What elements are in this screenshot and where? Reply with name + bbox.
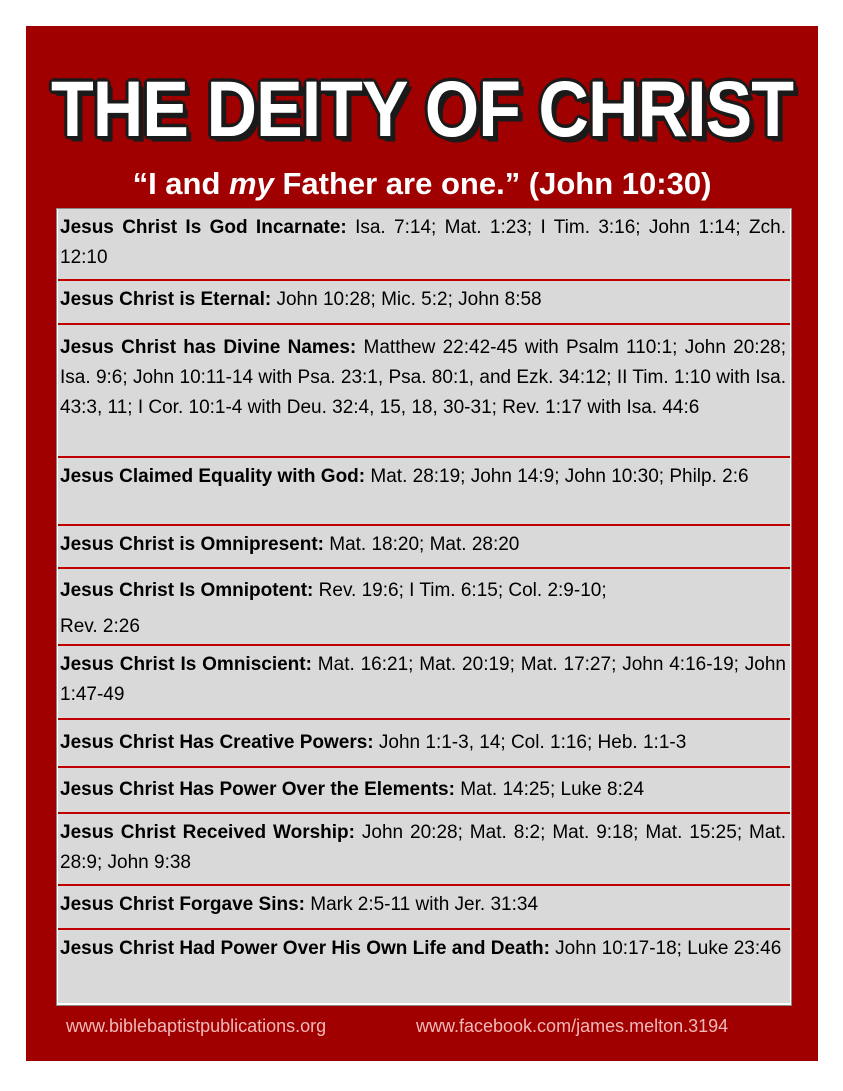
row-heading: Jesus Christ Had Power Over His Own Life and Death: xyxy=(60,938,550,959)
footer-website-link[interactable]: www.biblebaptistpublications.org xyxy=(66,1016,327,1036)
row-references-continued: Rev. 2:26 xyxy=(60,616,140,637)
row-references: Isa. 7:14; Mat. 1:23; I Tim. 3:16; John 1:14; Zch. 12:10 xyxy=(60,217,786,268)
subtitle-quote-end: Father are one.” (John 10:30) xyxy=(273,166,712,201)
row-references: Mat. 18:20; Mat. 28:20 xyxy=(323,534,520,555)
row-heading: Jesus Christ is Omnipresent: xyxy=(60,534,324,555)
poster-subtitle xyxy=(26,166,818,202)
row-omniscient xyxy=(58,646,790,720)
row-references: Rev. 19:6; I Tim. 6:15; Col. 2:9-10; xyxy=(313,580,607,601)
row-heading: Jesus Christ is Eternal: xyxy=(60,289,272,310)
verse-table xyxy=(56,208,792,1006)
row-heading: Jesus Christ Is Omnipotent: xyxy=(60,580,314,601)
row-references: John 10:17-18; Luke 23:46 xyxy=(549,938,782,959)
row-references: Mat. 28:19; John 14:9; John 10:30; Philp. 2:6 xyxy=(365,466,749,487)
footer-facebook-link[interactable]: www.facebook.com/james.melton.3194 xyxy=(416,1016,729,1036)
row-heading: Jesus Christ Received Worship: xyxy=(60,822,355,843)
row-forgave-sins xyxy=(58,886,790,930)
row-heading: Jesus Claimed Equality with God: xyxy=(60,466,366,487)
row-creative-powers xyxy=(58,720,790,768)
row-heading: Jesus Christ Has Power Over the Elements: xyxy=(60,779,455,800)
poster-panel xyxy=(26,26,818,1061)
row-eternal xyxy=(58,281,790,325)
row-references: Mat. 14:25; Luke 8:24 xyxy=(454,779,645,800)
row-references: Matthew 22:42-45 with Psalm 110:1; John 20:28; Isa. 9:6; John 10:11-14 with Psa. 23:1, Psa. 80:1, and Ezk. 34:12; II Tim. 1:10 with Isa. 43:3, 11; I Cor. 10:1-4 with Deu. 32:4, 15, 18, 30-31; Rev. 1:17 with Isa. 44:6 xyxy=(60,337,786,418)
row-omnipresent xyxy=(58,526,790,569)
subtitle-italic-word: my xyxy=(229,166,274,201)
row-references: Mark 2:5-11 with Jer. 31:34 xyxy=(304,894,539,915)
row-worship xyxy=(58,814,790,886)
row-references: John 1:1-3, 14; Col. 1:16; Heb. 1:1-3 xyxy=(373,732,687,753)
row-life-and-death xyxy=(58,930,790,1003)
subtitle-quote-start: “I and xyxy=(132,166,230,201)
row-heading: Jesus Christ Is Omniscient: xyxy=(60,654,312,675)
row-references: Mat. 16:21; Mat. 20:19; Mat. 17:27; John 4:16-19; John 1:47-49 xyxy=(60,654,786,705)
row-incarnate xyxy=(58,209,790,281)
row-references: John 20:28; Mat. 8:2; Mat. 9:18; Mat. 15:25; Mat. 28:9; John 9:38 xyxy=(60,822,786,873)
row-heading: Jesus Christ Is God Incarnate: xyxy=(60,217,347,238)
row-references: John 10:28; Mic. 5:2; John 8:58 xyxy=(271,289,542,310)
row-divine-names xyxy=(58,325,790,458)
row-heading: Jesus Christ Has Creative Powers: xyxy=(60,732,374,753)
row-equality xyxy=(58,458,790,526)
row-heading: Jesus Christ has Divine Names: xyxy=(60,337,357,358)
poster-title: THE DEITY OF CHRIST xyxy=(51,65,793,153)
row-elements xyxy=(58,768,790,814)
row-omnipotent xyxy=(58,569,790,646)
row-heading: Jesus Christ Forgave Sins: xyxy=(60,894,305,915)
